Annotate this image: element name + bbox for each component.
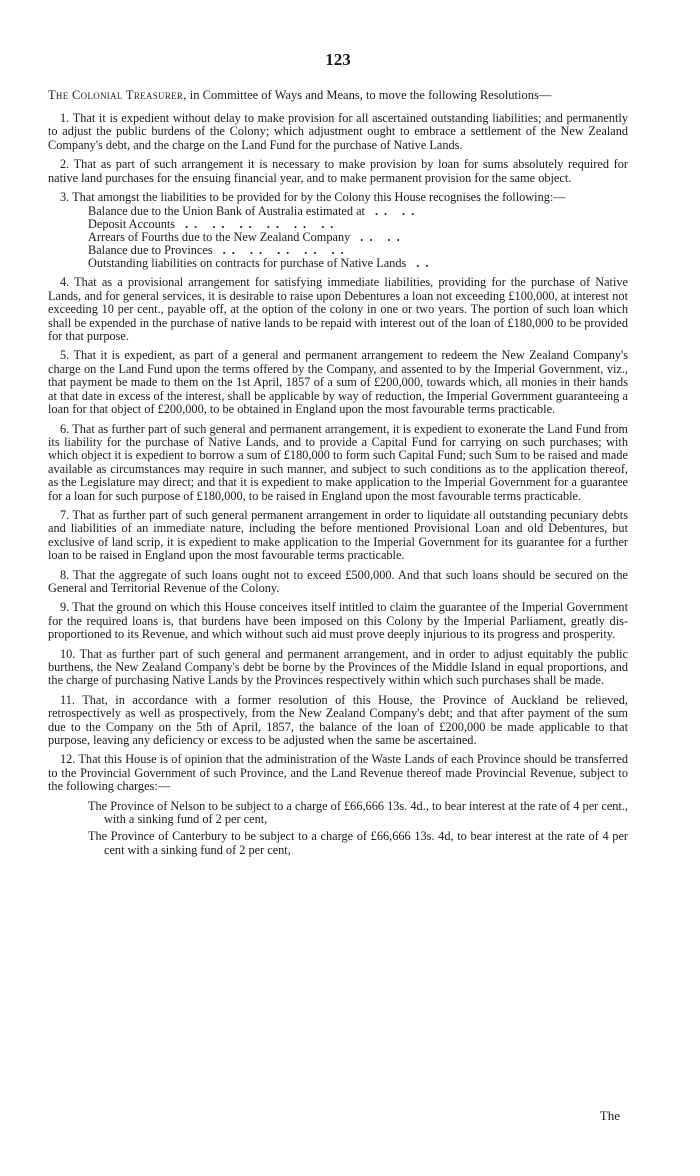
resolution-text: That this House is of opinion that the administration of the Waste Lands of each Province should be transferred to the Provincial Government of such Province, and the Land Revenue thereof made Provincial Revenue, subject to the following charges:—: [48, 752, 629, 794]
resolution-text: That, in accordance with a former resolution of this House, the Province of Auckland be relieved, retrospectively as well as prospectively, from the New Zealand Company's debt; and that after payment of the sum due to the Company on the 5th of April, 1857, the balance of the loan of £200,000 be made applicable to that purpose, leaving any deficiency or excess to be adjusted when the same be ascertained.: [48, 692, 628, 748]
resolution-1: [48, 112, 628, 152]
resolution-4: [48, 276, 628, 343]
resolution-number: 12.: [60, 752, 76, 767]
resolution-text: That amongst the liabilities to be provided for by the Colony this House recognises the following:—: [72, 190, 566, 205]
page-number: 123: [325, 50, 351, 69]
resolution-number: 10.: [60, 646, 76, 661]
resolution-number: 3.: [60, 190, 70, 205]
resolution-8: [48, 569, 628, 596]
resolution-number: 4.: [60, 275, 70, 290]
leader-dots: .. .. .. .. .. ..: [185, 218, 340, 232]
intro-text: in Committee of Ways and Means, to move the following Resolutions—: [186, 88, 552, 102]
resolution-9: [48, 601, 628, 641]
resolution-2: [48, 158, 628, 185]
charges-list: [88, 800, 628, 858]
resolution-number: 6.: [60, 421, 70, 436]
list-item: [88, 257, 628, 270]
resolution-12: [48, 753, 628, 793]
resolution-text: That the aggregate of such loans ought not to exceed £500,000. And that such loans should be secured on the General and Territorial Revenue of the Colony.: [48, 567, 628, 595]
resolution-11: [48, 694, 628, 748]
list-item: The Province of Canterbury to be subject to a charge of £66,666 13s. 4d, to bear interest at the rate of 4 per cent with a sinking fund of 2 per cent,: [88, 829, 628, 857]
resolution-number: 1.: [60, 111, 70, 125]
liability-label: Outstanding liabilities on contracts for purchase of Native Lands: [88, 256, 407, 271]
intro-title: The Colonial Treasurer,: [48, 88, 187, 102]
resolution-number: 8.: [60, 567, 70, 582]
catchword: The: [599, 1108, 620, 1123]
resolution-text: That as further part of such general and permanent arrangement, and in order to adjust equitably the public burthens, the New Zealand Company's debt be borne by the Provinces of the Middle Island in equal proportions, and the charge of purchasing Native Lands by the Provinces respectively within which such purchases shall be made.: [48, 646, 628, 688]
resolution-text: That it is expedient without delay to make provision for all ascertained outstanding liabilities; and permanently to adjust the public burdens of the Colony; which adjustment ought to embrace a settlement of the New Zealand Company's debt, and the charge on the Land Fund for the purchase of Native Lands.: [48, 111, 628, 152]
resolution-10: [48, 648, 628, 688]
leader-dots: .. ..: [360, 231, 406, 245]
resolution-7: [48, 509, 628, 563]
resolution-text: That as further part of such general permanent arrangement in order to liquidate all outstanding pecuniary debts and liabilities of an immediate nature, including the before mentioned Provisional Loan and old Debentures, but exclusive of land scrip, it is expedient to make application to the Imperial Government for its guarantee for a further loan to be raised in England upon the most favourable terms practicable.: [48, 507, 629, 563]
resolution-number: 7.: [60, 507, 70, 522]
liability-label: Arrears of Fourths due to the New Zealand Company: [88, 230, 351, 245]
resolution-number: 9.: [60, 600, 70, 615]
liability-label: Balance due to Provinces: [88, 243, 213, 258]
resolution-number: 2.: [60, 157, 70, 172]
resolution-5: [48, 349, 628, 416]
resolution-text: That as further part of such general and permanent arrangement, it is expedient to exonerate the Land Fund from its liability for the purchase of Native Lands, and to provide a Capital Fund for carrying on such purchases; with which object it is expedient to borrow a sum of £180,000 to form such Capital Fund; such Sum to be raised and made available as circumstances may require in such manner, and subject to such conditions as to the application thereof, as the Legislature may direct; and that it is expedient to make application to the Imperial Government for a guarantee for a loan for such purpose of £180,000, to be raised in England upon the most favourable terms practicable.: [48, 421, 628, 503]
resolution-6: [48, 423, 628, 503]
liability-label: Deposit Accounts: [88, 217, 176, 232]
leader-dots: ..: [416, 257, 435, 271]
intro-paragraph: [48, 88, 628, 102]
resolution-text: That the ground on which this House conceives itself intitled to claim the guarantee of the Imperial Government for the required loans is, that burdens have been imposed on this Colony by the Imperial Parliament, greatly dis-proportioned to its Revenue, and which without such aid must prove deeply injurious to its progress and prosperity.: [48, 600, 628, 642]
liability-label: Balance due to the Union Bank of Australia estimated at: [88, 204, 365, 219]
resolution-text: That it is expedient, as part of a general and permanent arrangement to redeem the New Zealand Company's charge on the Land Fund upon the terms offered by the Company, and assented to by the Imperial Government, viz., that payment be made to them on the 1st April, 1857 of a sum of £200,000, towards which, all monies in their hands at that date in excess of the interest, shall be applicable by way of reduction, the Imperial Government guaranteeing a loan for that object of £200,000, to be obtained in England upon the most favourable terms practicable.: [48, 348, 628, 417]
resolution-text: That as a provisional arrangement for satisfying immediate liabilities, providing for the purchase of Native Lands, and for general services, it is desirable to raise upon Debentures a loan not exceeding £100,000, at interest not exceeding 10 per cent., payable off, at the option of the colony in one or two years. The portion of such loan which shall be expended in the purchase of native lands to be repaid with interest out of the loan of £180,000 to be provided for that purpose.: [48, 275, 628, 344]
liabilities-list: [88, 205, 628, 270]
resolution-text: That as part of such arrangement it is necessary to make provision by loan for sums absolutely required for native land purchases for the ensuing financial year, and to make permanent provision for the same object.: [48, 157, 628, 185]
resolution-number: 5.: [60, 348, 70, 363]
resolution-3: [48, 191, 628, 204]
resolution-number: 11.: [60, 692, 75, 707]
list-item: The Province of Nelson to be subject to a charge of £66,666 13s. 4d., to bear interest at the rate of 4 per cent., with a sinking fund of 2 per cent,: [88, 798, 628, 827]
leader-dots: .. .. .. .. ..: [222, 244, 350, 258]
leader-dots: .. ..: [374, 205, 421, 219]
